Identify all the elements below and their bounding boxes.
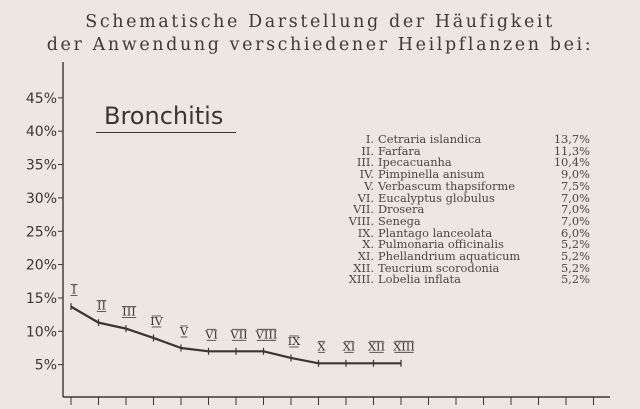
y-tick-label: 15% <box>25 290 57 307</box>
legend-item-name: Teucrium scorodonia <box>378 260 500 275</box>
data-label: XIII <box>393 339 415 354</box>
y-tick-label: 35% <box>25 157 57 174</box>
y-tick-label: 5% <box>34 357 57 374</box>
legend-item-number: II. <box>361 143 374 158</box>
legend-item-name: Verbascum thapsiforme <box>378 178 515 193</box>
legend-item-value: 5,2% <box>561 237 590 252</box>
legend-item-number: III. <box>356 155 374 170</box>
data-label: VI <box>205 327 218 342</box>
legend-item-name: Phellandrium aquaticum <box>378 249 521 264</box>
data-label: I <box>71 282 77 297</box>
legend-item-value: 10,4% <box>553 155 590 170</box>
legend-item-name: Farfara <box>378 143 421 158</box>
chart-title-line-2: der Anwendung verschiedener Heilpflanzen bei: <box>46 35 594 55</box>
y-tick-label: 10% <box>25 324 57 341</box>
legend-item-value: 5,2% <box>561 249 590 264</box>
legend-item-number: XIII. <box>348 272 374 287</box>
legend-item-name: Cetraria islandica <box>378 132 482 146</box>
legend-item-value: 6,0% <box>561 225 590 240</box>
legend-item-number: V. <box>364 178 374 193</box>
legend-item-number: VII. <box>353 202 374 217</box>
legend-item-value: 7,0% <box>561 190 590 205</box>
data-label: VII <box>230 327 248 342</box>
data-label: III <box>122 304 136 319</box>
legend-item-name: Senega <box>378 213 421 228</box>
legend-item-name: Plantago lanceolata <box>378 225 493 240</box>
legend-item-value: 9,0% <box>561 167 590 182</box>
legend-item-value: 7,5% <box>561 178 590 193</box>
legend-item-number: IX. <box>357 225 374 240</box>
legend-item-value: 5,2% <box>561 272 590 287</box>
legend-item-number: VI. <box>357 190 374 205</box>
legend-item-number: X. <box>362 237 374 252</box>
legend-item-name: Eucalyptus globulus <box>378 190 495 205</box>
data-label: VIII <box>255 327 278 342</box>
legend-item-value: 7,0% <box>561 202 590 217</box>
data-label: II <box>96 298 107 313</box>
y-tick-label: 30% <box>25 190 57 207</box>
legend-item-number: I. <box>365 132 374 146</box>
data-label: V <box>179 323 189 338</box>
data-label: IX <box>287 333 301 348</box>
disease-label-underline <box>96 132 236 133</box>
legend-item-value: 13,7% <box>553 132 590 146</box>
data-label: XII <box>367 339 386 354</box>
y-tick-label: 25% <box>25 224 57 241</box>
legend-item-name: Pulmonaria officinalis <box>378 237 504 252</box>
legend-item-value: 7,0% <box>561 213 590 228</box>
legend-item-name: Drosera <box>378 202 425 217</box>
plant-legend <box>318 134 590 286</box>
data-label: XI <box>342 339 356 354</box>
legend-item-name: Pimpinella anisum <box>378 167 485 182</box>
legend-item-number: VIII. <box>348 213 374 228</box>
legend-item-value: 5,2% <box>561 260 590 275</box>
y-tick-label: 45% <box>25 90 57 107</box>
legend-item <box>318 134 590 146</box>
legend-item-number: IV. <box>359 167 374 182</box>
data-label: X <box>317 339 326 354</box>
chart-title-line-1: Schematische Darstellung der Häufigkeit <box>85 12 555 32</box>
legend-item <box>318 274 590 286</box>
legend-item-name: Lobelia inflata <box>378 272 461 287</box>
data-label: IV <box>150 313 163 328</box>
legend-item-number: XII. <box>353 260 374 275</box>
legend-item-name: Ipecacuanha <box>378 155 452 170</box>
legend-item-number: XI. <box>357 249 374 264</box>
y-tick-label: 20% <box>25 257 57 274</box>
y-tick-label: 40% <box>25 124 57 141</box>
disease-label: Bronchitis <box>104 102 224 130</box>
legend-item-value: 11,3% <box>553 143 590 158</box>
